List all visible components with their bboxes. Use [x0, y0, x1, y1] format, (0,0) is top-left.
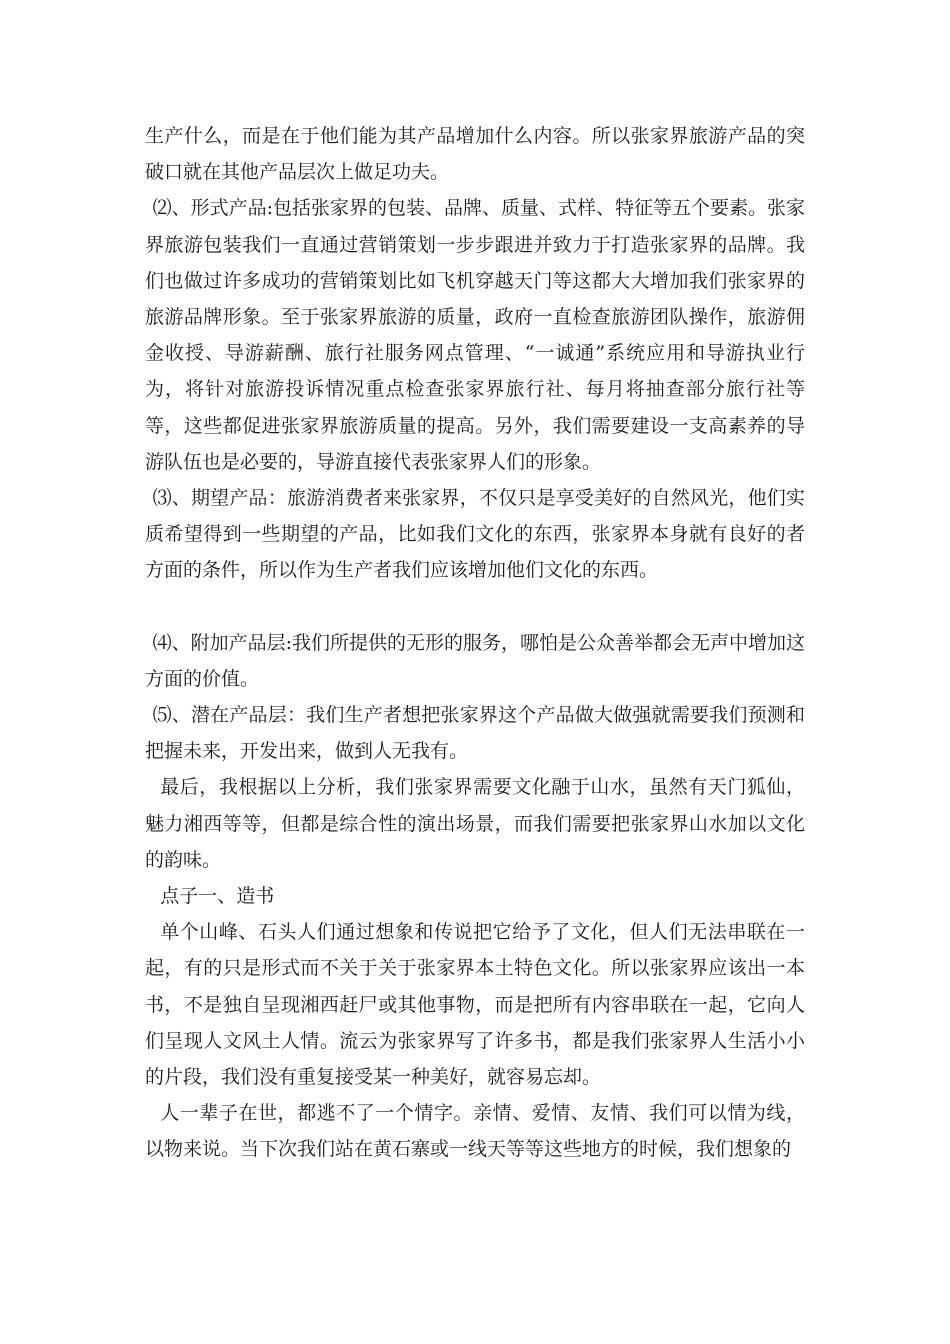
section-gap: [145, 589, 805, 625]
section-heading-idea-one: 点子一、造书: [160, 885, 275, 908]
paragraph-additional-product: ⑷、附加产品层:我们所提供的无形的服务，哪怕是公众善举都会无声中增加这方面的价值。: [145, 631, 805, 690]
document-page: [145, 118, 805, 1168]
paragraph-expected-product: ⑶、期望产品：旅游消费者来张家界，不仅只是享受美好的自然风光，他们实质希望得到一些期望的产品，比如我们文化的东西，张家界本身就有良好的者方面的条件，所以作为生产者我们应该增加他们文化的东西。: [145, 487, 805, 582]
paragraph-form-product: ⑵、形式产品:包括张家界的包装、品牌、质量、式样、特征等五个要素。张家界旅游包装我们一直通过营销策划一步步跟进并致力于打造张家界的品牌。我们也做过许多成功的营销策划比如飞机穿越天门等这都大大增加我们张家界的旅游品牌形象。至于张家界旅游的质量，政府一直检查旅游团队操作，旅游佣金收授、导游薪酬、旅行社服务网点管理、“一诚通”系统应用和导游执业行为，将针对旅游投诉情况重点检查张家界旅行社、每月将抽查部分旅行社等等，这些都促进张家界旅游质量的提高。另外，我们需要建设一支高素养的导游队伍也是必要的，导游直接代表张家界人们的形象。: [145, 197, 805, 473]
paragraph-potential-product: ⑸、潜在产品层：我们生产者想把张家界这个产品做大做强就需要我们预测和把握未来，开发出来，做到人无我有。: [145, 704, 805, 763]
paragraph-emotion: 人一辈子在世，都逃不了一个情字。亲情、爱情、友情、我们可以情为线，以物来说。当下次我们站在黄石寨或一线天等等这些地方的时候，我们想象的: [145, 1102, 805, 1161]
paragraph-intro: 生产什么，而是在于他们能为其产品增加什么内容。所以张家界旅游产品的突破口就在其他产品层次上做足功夫。: [145, 125, 805, 184]
paragraph-idea-one: 单个山峰、石头人们通过想象和传说把它给予了文化，但人们无法串联在一起，有的只是形式而不关于关于张家界本土特色文化。所以张家界应该出一本书，不是独自呈现湘西赶尸或其他事物，而是把所有内容串联在一起，它向人们呈现人文风土人情。流云为张家界写了许多书，都是我们张家界人生活小小的片段，我们没有重复接受某一种美好，就容易忘却。: [145, 921, 805, 1089]
paragraph-conclusion: 最后，我根据以上分析，我们张家界需要文化融于山水，虽然有天门狐仙，魅力湘西等等，但都是综合性的演出场景，而我们需要把张家界山水加以文化的韵味。: [145, 776, 805, 871]
